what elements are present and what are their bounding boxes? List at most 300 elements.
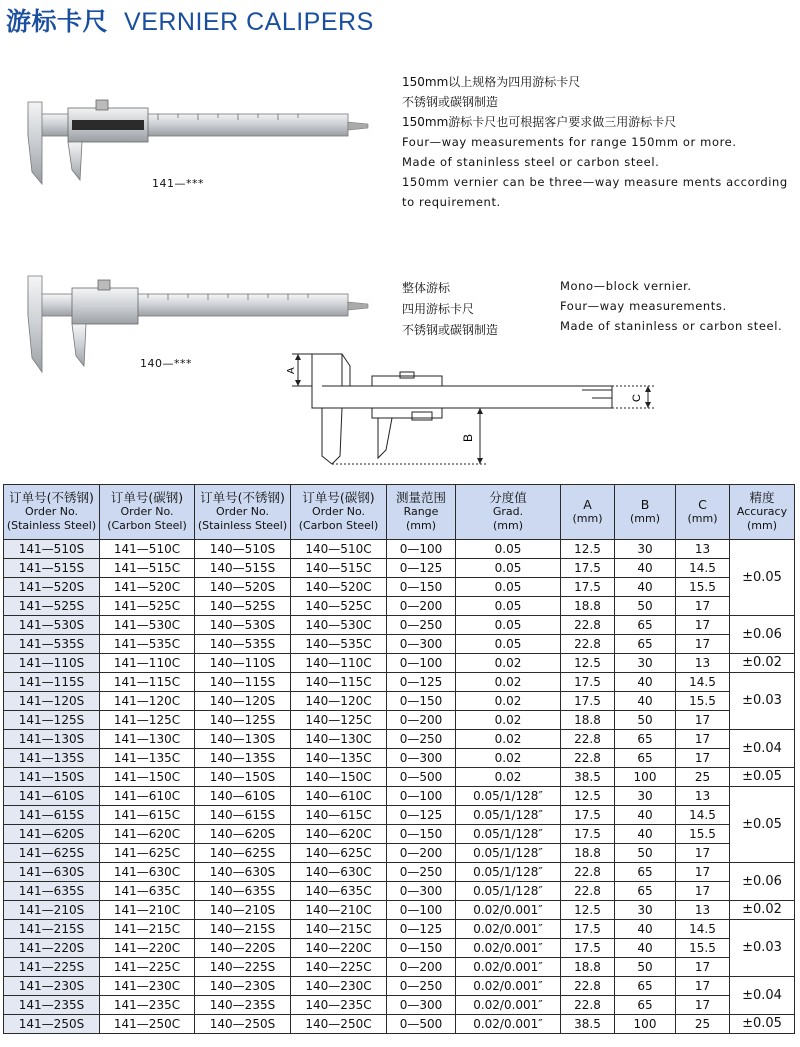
table-cell: 141—135S [4, 749, 100, 768]
table-cell: 140—635C [291, 882, 387, 901]
table-cell: 141—525C [100, 597, 195, 616]
table-cell: 0—100 [387, 787, 456, 806]
table-cell: 0.05/1/128″ [456, 787, 561, 806]
table-cell: 141—230C [100, 977, 195, 996]
table-row [4, 654, 795, 673]
table-cell: 65 [615, 730, 676, 749]
table-cell: 0.02/0.001″ [456, 1015, 561, 1034]
table-row [4, 901, 795, 920]
table-cell: 30 [615, 540, 676, 559]
table-cell: 141—625S [4, 844, 100, 863]
table-cell: 40 [615, 559, 676, 578]
table-cell: 141—110C [100, 654, 195, 673]
table-cell: 0—250 [387, 730, 456, 749]
table-cell: 140—610S [195, 787, 291, 806]
table-cell: 17 [676, 977, 730, 996]
table-cell: 65 [615, 616, 676, 635]
table-row [4, 692, 795, 711]
table-cell: 0—200 [387, 597, 456, 616]
table-cell: 17.5 [561, 806, 615, 825]
table-cell: 141—215C [100, 920, 195, 939]
table-cell: 0—125 [387, 806, 456, 825]
table-cell: 140—115C [291, 673, 387, 692]
table-cell: 22.8 [561, 616, 615, 635]
table-cell: 18.8 [561, 597, 615, 616]
accuracy-cell: ±0.03 [730, 673, 795, 730]
table-cell: 140—525C [291, 597, 387, 616]
table-cell: 140—250C [291, 1015, 387, 1034]
table-row [4, 597, 795, 616]
table-cell: 0—125 [387, 559, 456, 578]
table-cell: 17 [676, 730, 730, 749]
table-row [4, 787, 795, 806]
column-header-subtitle: (mm) [405, 519, 436, 532]
table-cell: 141—250C [100, 1015, 195, 1034]
table-cell: 0—100 [387, 540, 456, 559]
table-cell: 0.05 [456, 635, 561, 654]
table-cell: 140—135C [291, 749, 387, 768]
table-cell: 140—130C [291, 730, 387, 749]
table-cell: 141—225C [100, 958, 195, 977]
column-header-subtitle: Accuracy [736, 505, 788, 518]
table-cell: 65 [615, 863, 676, 882]
table-cell: 14.5 [676, 559, 730, 578]
table-cell: 17.5 [561, 673, 615, 692]
table-cell: 0—500 [387, 1015, 456, 1034]
table-cell: 141—250S [4, 1015, 100, 1034]
column-header-subtitle: (Carbon Steel) [298, 519, 379, 532]
table-cell: 140—630C [291, 863, 387, 882]
table-cell: 65 [615, 635, 676, 654]
column-header-title: 测量范围 [395, 490, 446, 505]
table-row [4, 749, 795, 768]
table-cell: 140—635S [195, 882, 291, 901]
table-cell: 141—625C [100, 844, 195, 863]
column-header [4, 485, 100, 540]
table-cell: 40 [615, 939, 676, 958]
table-cell: 141—525S [4, 597, 100, 616]
accuracy-cell: ±0.04 [730, 730, 795, 768]
column-header [615, 485, 676, 540]
table-cell: 12.5 [561, 901, 615, 920]
product2-description-en [560, 276, 782, 336]
table-cell: 140—515S [195, 559, 291, 578]
table-cell: 141—130S [4, 730, 100, 749]
table-cell: 17 [676, 882, 730, 901]
table-cell: 17 [676, 635, 730, 654]
table-cell: 141—520C [100, 578, 195, 597]
table-cell: 140—625S [195, 844, 291, 863]
column-header [676, 485, 730, 540]
table-row [4, 616, 795, 635]
desc-cn-line: 150mm游标卡尺也可根据客户要求做三用游标卡尺 [402, 115, 677, 129]
table-cell: 141—520S [4, 578, 100, 597]
table-cell: 0—200 [387, 844, 456, 863]
table-cell: 141—225S [4, 958, 100, 977]
table-cell: 141—235S [4, 996, 100, 1015]
table-cell: 38.5 [561, 768, 615, 787]
table-cell: 0.05 [456, 616, 561, 635]
desc-en-line: Made of staninless or carbon steel. [560, 319, 783, 333]
column-header-subtitle: Grad. [492, 505, 524, 518]
table-cell: 0.05/1/128″ [456, 863, 561, 882]
column-header-subtitle: (Carbon Steel) [107, 519, 187, 532]
table-row [4, 559, 795, 578]
column-header-subtitle: Order No. [311, 505, 366, 518]
table-cell: 0—500 [387, 768, 456, 787]
table-row [4, 920, 795, 939]
table-cell: 0.05/1/128″ [456, 844, 561, 863]
column-header [730, 485, 795, 540]
table-cell: 22.8 [561, 863, 615, 882]
table-cell: 140—620S [195, 825, 291, 844]
accuracy-cell: ±0.05 [730, 768, 795, 787]
accuracy-cell: ±0.02 [730, 654, 795, 673]
table-cell: 141—615C [100, 806, 195, 825]
desc-en-line: 150mm vernier can be three—way measure ments according [402, 175, 788, 189]
table-cell: 14.5 [676, 806, 730, 825]
table-cell: 18.8 [561, 711, 615, 730]
table-row [4, 635, 795, 654]
desc-cn-line: 整体游标 [402, 281, 451, 295]
table-cell: 17.5 [561, 559, 615, 578]
table-cell: 17 [676, 844, 730, 863]
table-cell: 12.5 [561, 540, 615, 559]
column-header-subtitle: (Stainless Steel) [6, 519, 97, 532]
table-cell: 141—615S [4, 806, 100, 825]
table-cell: 17 [676, 597, 730, 616]
table-cell: 0—150 [387, 825, 456, 844]
table-row [4, 540, 795, 559]
product1-description [402, 72, 788, 212]
table-cell: 140—210S [195, 901, 291, 920]
table-cell: 25 [676, 1015, 730, 1034]
table-cell: 50 [615, 958, 676, 977]
table-cell: 50 [615, 711, 676, 730]
table-cell: 141—115C [100, 673, 195, 692]
table-cell: 18.8 [561, 958, 615, 977]
table-cell: 141—515S [4, 559, 100, 578]
desc-cn-line: 不锈钢或碳钢制造 [402, 95, 499, 109]
column-header-subtitle: Order No. [120, 505, 174, 518]
table-cell: 140—520S [195, 578, 291, 597]
table-row [4, 996, 795, 1015]
desc-en-line: Four—way measurements. [560, 299, 727, 313]
accuracy-cell: ±0.06 [730, 863, 795, 901]
desc-en-line: to requirement. [402, 195, 501, 209]
label-c: C [631, 394, 643, 402]
table-cell: 140—525S [195, 597, 291, 616]
table-cell: 140—220C [291, 939, 387, 958]
column-header-title: 分度值 [489, 490, 527, 505]
table-cell: 22.8 [561, 730, 615, 749]
table-cell: 15.5 [676, 578, 730, 597]
column-header [456, 485, 561, 540]
column-header [291, 485, 387, 540]
specification-table [3, 484, 795, 1034]
table-cell: 140—135S [195, 749, 291, 768]
table-cell: 0.02/0.001″ [456, 977, 561, 996]
table-cell: 65 [615, 882, 676, 901]
label-a: A [286, 367, 297, 374]
table-cell: 50 [615, 597, 676, 616]
table-cell: 141—210C [100, 901, 195, 920]
table-cell: 0.02 [456, 692, 561, 711]
table-cell: 0.02/0.001″ [456, 996, 561, 1015]
table-cell: 141—635S [4, 882, 100, 901]
column-header [561, 485, 615, 540]
table-cell: 141—210S [4, 901, 100, 920]
table-row [4, 768, 795, 787]
table-cell: 140—215C [291, 920, 387, 939]
column-header-title: 订单号(碳钢) [302, 490, 375, 505]
table-cell: 140—250S [195, 1015, 291, 1034]
table-cell: 0—100 [387, 901, 456, 920]
table-cell: 0—100 [387, 654, 456, 673]
table-cell: 140—120C [291, 692, 387, 711]
table-cell: 15.5 [676, 939, 730, 958]
caliper-141-caption: 141—*** [152, 177, 204, 190]
title-cn: 游标卡尺 [6, 7, 109, 36]
product2-description-cn [402, 278, 498, 341]
table-cell: 141—620C [100, 825, 195, 844]
table-cell: 17.5 [561, 939, 615, 958]
column-header-subtitle: (mm) [687, 512, 718, 525]
table-cell: 17.5 [561, 920, 615, 939]
caliper-dimension-diagram [282, 346, 657, 468]
table-cell: 140—620C [291, 825, 387, 844]
table-cell: 141—510S [4, 540, 100, 559]
table-cell: 141—135C [100, 749, 195, 768]
column-header-subtitle: (Stainless Steel) [197, 519, 288, 532]
table-cell: 13 [676, 540, 730, 559]
accuracy-cell: ±0.04 [730, 977, 795, 1015]
column-header-subtitle: Order No. [215, 505, 270, 518]
table-cell: 40 [615, 920, 676, 939]
table-cell: 40 [615, 673, 676, 692]
table-cell: 0—300 [387, 882, 456, 901]
table-cell: 140—515C [291, 559, 387, 578]
table-cell: 30 [615, 787, 676, 806]
accuracy-cell: ±0.06 [730, 616, 795, 654]
table-cell: 15.5 [676, 692, 730, 711]
table-cell: 14.5 [676, 920, 730, 939]
table-cell: 0.02 [456, 749, 561, 768]
column-header [100, 485, 195, 540]
table-row [4, 939, 795, 958]
table-row [4, 578, 795, 597]
table-cell: 141—535S [4, 635, 100, 654]
column-header-title: B [640, 497, 650, 512]
table-cell: 140—625C [291, 844, 387, 863]
table-cell: 0.02 [456, 673, 561, 692]
table-cell: 140—215S [195, 920, 291, 939]
accuracy-cell: ±0.05 [730, 787, 795, 863]
table-cell: 141—620S [4, 825, 100, 844]
table-cell: 0—250 [387, 616, 456, 635]
table-cell: 12.5 [561, 787, 615, 806]
table-cell: 40 [615, 692, 676, 711]
table-cell: 17.5 [561, 692, 615, 711]
accuracy-cell: ±0.02 [730, 901, 795, 920]
table-cell: 13 [676, 654, 730, 673]
table-cell: 141—515C [100, 559, 195, 578]
table-cell: 141—530S [4, 616, 100, 635]
table-cell: 17 [676, 958, 730, 977]
table-cell: 140—510S [195, 540, 291, 559]
table-cell: 140—120S [195, 692, 291, 711]
table-row [4, 977, 795, 996]
table-cell: 0.02 [456, 654, 561, 673]
table-cell: 0—300 [387, 749, 456, 768]
column-header-subtitle: (mm) [572, 512, 603, 525]
table-cell: 0.02/0.001″ [456, 958, 561, 977]
table-cell: 22.8 [561, 749, 615, 768]
table-cell: 17 [676, 616, 730, 635]
table-cell: 141—215S [4, 920, 100, 939]
table-cell: 140—150S [195, 768, 291, 787]
table-cell: 140—535C [291, 635, 387, 654]
table-cell: 65 [615, 996, 676, 1015]
column-header-title: C [698, 497, 707, 512]
table-cell: 0—300 [387, 635, 456, 654]
table-header-row [4, 485, 795, 540]
table-cell: 30 [615, 901, 676, 920]
table-cell: 141—635C [100, 882, 195, 901]
column-header-subtitle: (mm) [746, 519, 777, 532]
table-cell: 141—130C [100, 730, 195, 749]
column-header-subtitle: Range [403, 505, 439, 518]
table-cell: 140—125S [195, 711, 291, 730]
table-cell: 140—230S [195, 977, 291, 996]
table-cell: 22.8 [561, 882, 615, 901]
table-cell: 0.02/0.001″ [456, 939, 561, 958]
table-cell: 0.02 [456, 711, 561, 730]
table-cell: 141—610C [100, 787, 195, 806]
table-cell: 141—235C [100, 996, 195, 1015]
table-cell: 25 [676, 768, 730, 787]
desc-en-line: Mono—block vernier. [560, 279, 692, 293]
table-cell: 140—110C [291, 654, 387, 673]
column-header [387, 485, 456, 540]
table-cell: 140—530S [195, 616, 291, 635]
table-cell: 40 [615, 806, 676, 825]
table-row [4, 673, 795, 692]
table-cell: 140—235C [291, 996, 387, 1015]
table-cell: 0.05 [456, 559, 561, 578]
table-cell: 140—530C [291, 616, 387, 635]
table-cell: 141—530C [100, 616, 195, 635]
table-cell: 12.5 [561, 654, 615, 673]
table-cell: 17 [676, 863, 730, 882]
table-cell: 141—115S [4, 673, 100, 692]
table-cell: 140—630S [195, 863, 291, 882]
table-row [4, 863, 795, 882]
column-header-title: 订单号(不锈钢) [9, 490, 94, 505]
table-cell: 141—125S [4, 711, 100, 730]
table-cell: 140—520C [291, 578, 387, 597]
table-cell: 140—615C [291, 806, 387, 825]
table-cell: 14.5 [676, 673, 730, 692]
table-cell: 0—250 [387, 863, 456, 882]
accuracy-cell: ±0.03 [730, 920, 795, 977]
table-cell: 100 [615, 768, 676, 787]
table-row [4, 882, 795, 901]
table-cell: 0—125 [387, 920, 456, 939]
table-cell: 141—120C [100, 692, 195, 711]
table-cell: 0.02/0.001″ [456, 901, 561, 920]
table-cell: 0—250 [387, 977, 456, 996]
table-cell: 0.02 [456, 768, 561, 787]
table-cell: 40 [615, 578, 676, 597]
table-cell: 17.5 [561, 578, 615, 597]
table-cell: 140—225C [291, 958, 387, 977]
table-cell: 140—615S [195, 806, 291, 825]
table-cell: 17 [676, 996, 730, 1015]
table-cell: 0—200 [387, 711, 456, 730]
table-cell: 141—630C [100, 863, 195, 882]
column-header-title: 订单号(不锈钢) [200, 490, 285, 505]
table-cell: 0—300 [387, 996, 456, 1015]
table-cell: 65 [615, 977, 676, 996]
table-cell: 17 [676, 711, 730, 730]
caliper-140-caption: 140—*** [140, 357, 192, 370]
desc-en-line: Four—way measurements for range 150mm or more. [402, 135, 737, 149]
table-cell: 40 [615, 825, 676, 844]
table-cell: 140—210C [291, 901, 387, 920]
table-cell: 141—110S [4, 654, 100, 673]
table-row [4, 825, 795, 844]
table-cell: 0—150 [387, 939, 456, 958]
table-cell: 140—610C [291, 787, 387, 806]
column-header [195, 485, 291, 540]
table-cell: 17.5 [561, 825, 615, 844]
table-cell: 50 [615, 844, 676, 863]
column-header-title: A [583, 497, 592, 512]
table-cell: 141—630S [4, 863, 100, 882]
table-cell: 140—235S [195, 996, 291, 1015]
table-cell: 22.8 [561, 635, 615, 654]
column-header-title: 订单号(碳钢) [110, 490, 184, 505]
table-cell: 141—220S [4, 939, 100, 958]
table-cell: 141—610S [4, 787, 100, 806]
table-cell: 0.02 [456, 730, 561, 749]
table-cell: 13 [676, 901, 730, 920]
table-cell: 141—230S [4, 977, 100, 996]
page-title [6, 2, 374, 38]
table-cell: 0.05 [456, 578, 561, 597]
table-cell: 141—220C [100, 939, 195, 958]
column-header-subtitle: (mm) [492, 519, 523, 532]
table-cell: 15.5 [676, 825, 730, 844]
column-header-subtitle: Order No. [24, 505, 79, 518]
desc-cn-line: 不锈钢或碳钢制造 [402, 323, 499, 337]
table-row [4, 844, 795, 863]
table-cell: 0.05/1/128″ [456, 882, 561, 901]
table-cell: 0—150 [387, 692, 456, 711]
title-en: VERNIER CALIPERS [124, 8, 374, 36]
accuracy-cell: ±0.05 [730, 540, 795, 616]
table-cell: 141—150C [100, 768, 195, 787]
table-cell: 140—130S [195, 730, 291, 749]
table-cell: 18.8 [561, 844, 615, 863]
table-cell: 140—225S [195, 958, 291, 977]
table-row [4, 711, 795, 730]
table-cell: 141—150S [4, 768, 100, 787]
table-cell: 30 [615, 654, 676, 673]
table-cell: 0—150 [387, 578, 456, 597]
table-cell: 100 [615, 1015, 676, 1034]
